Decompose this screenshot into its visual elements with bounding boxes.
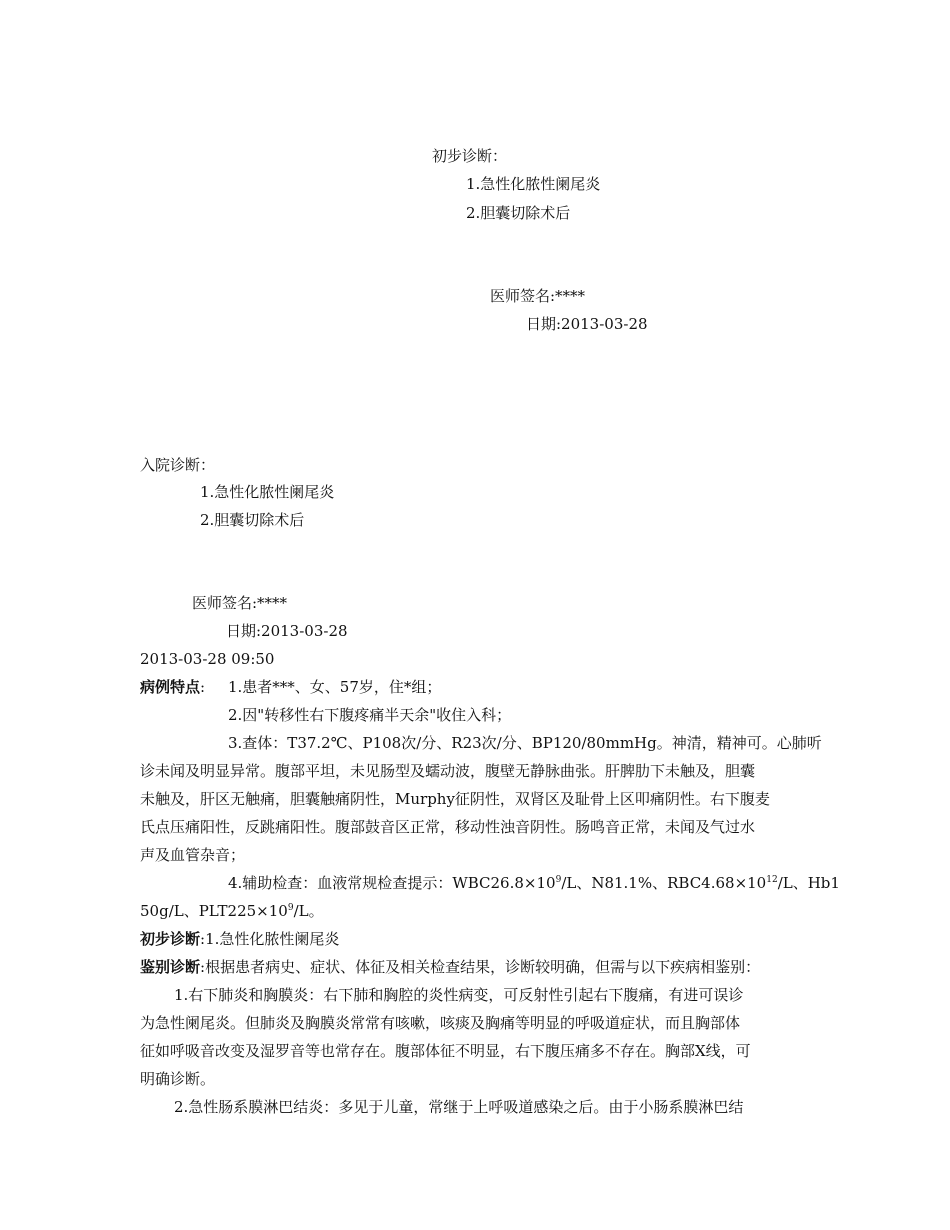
prelim-item-2: 2.胆囊切除术后 bbox=[466, 204, 571, 222]
feature-4-sup-1: 9 bbox=[555, 875, 562, 885]
differential-1-line-2: 为急性阑尾炎。但肺炎及胸膜炎常常有咳嗽，咳痰及胸痛等明显的呼吸道症状，而且胸部体 bbox=[140, 1014, 741, 1032]
prelim-date: 日期:2013-03-28 bbox=[526, 315, 648, 333]
differential-1-line-1: 1.右下肺炎和胸膜炎：右下肺和胸腔的炎性病变，可反射性引起右下腹痛，有进可误诊 bbox=[174, 986, 744, 1004]
feature-3-line-3: 未触及，肝区无触痛，胆囊触痛阴性，Murphy征阴性，双肾区及耻骨上区叩痛阴性。右下腹麦 bbox=[140, 790, 770, 808]
prelim-diagnosis-text: :1.急性化脓性阑尾炎 bbox=[200, 930, 340, 948]
feature-1: 1.患者***、女、57岁，住*组； bbox=[228, 678, 442, 696]
feature-4-d: 50g/L、PLT225×10 bbox=[140, 902, 288, 920]
prelim-diagnosis-label: 初步诊断 bbox=[140, 930, 201, 948]
differential-text: :根据患者病史、症状、体征及相关检查结果，诊断较明确，但需与以下疾病相鉴别： bbox=[200, 958, 761, 976]
differential-row bbox=[140, 957, 760, 977]
admission-heading: 入院诊断： bbox=[140, 456, 216, 474]
admission-signature: 医师签名:**** bbox=[192, 594, 288, 612]
differential-1-line-3: 征如呼吸音改变及湿罗音等也常存在。腹部体征不明显，右下腹压痛多不存在。胸部X线，可 bbox=[140, 1042, 751, 1060]
admission-date: 日期:2013-03-28 bbox=[226, 622, 348, 640]
prelim-heading: 初步诊断： bbox=[432, 147, 508, 165]
feature-4-b: /L、N81.1%、RBC4.68×10 bbox=[561, 874, 767, 892]
feature-4-line-2 bbox=[140, 901, 324, 921]
feature-4-c: /L、Hb1 bbox=[777, 874, 840, 892]
features-sep: : bbox=[200, 678, 206, 696]
prelim-diagnosis-row bbox=[140, 929, 339, 949]
admission-item-1: 1.急性化脓性阑尾炎 bbox=[200, 483, 335, 501]
feature-4-sup-3: 9 bbox=[287, 903, 294, 913]
differential-1-line-4: 明确诊断。 bbox=[140, 1070, 216, 1088]
admission-item-2: 2.胆囊切除术后 bbox=[200, 511, 305, 529]
feature-4-line-1 bbox=[228, 873, 840, 893]
record-timestamp: 2013-03-28 09:50 bbox=[140, 650, 275, 668]
feature-4-sup-2: 12 bbox=[766, 875, 778, 885]
feature-3-line-5: 声及血管杂音； bbox=[140, 846, 246, 864]
feature-4-e: /L。 bbox=[293, 902, 324, 920]
feature-4-a: 4.辅助检查：血液常规检查提示：WBC26.8×10 bbox=[228, 874, 556, 892]
feature-2: 2.因"转移性右下腹疼痛半天余"收住入科； bbox=[228, 706, 512, 724]
differential-2-line-1: 2.急性肠系膜淋巴结炎：多见于儿童，常继于上呼吸道感染之后。由于小肠系膜淋巴结 bbox=[174, 1098, 744, 1116]
features-label: 病例特点 bbox=[140, 678, 201, 696]
prelim-signature: 医师签名:**** bbox=[490, 287, 586, 305]
features-row bbox=[140, 677, 205, 697]
prelim-item-1: 1.急性化脓性阑尾炎 bbox=[466, 175, 601, 193]
differential-label: 鉴别诊断 bbox=[140, 958, 201, 976]
feature-3-line-1: 3.查体：T37.2℃、P108次/分、R23次/分、BP120/80mmHg。神清，精神可。心肺听 bbox=[228, 734, 822, 752]
feature-3-line-4: 氏点压痛阳性，反跳痛阳性。腹部鼓音区正常，移动性浊音阴性。肠鸣音正常，未闻及气过水 bbox=[140, 818, 756, 836]
feature-3-line-2: 诊未闻及明显异常。腹部平坦，未见肠型及蠕动波，腹壁无静脉曲张。肝脾肋下未触及，胆囊 bbox=[140, 762, 756, 780]
